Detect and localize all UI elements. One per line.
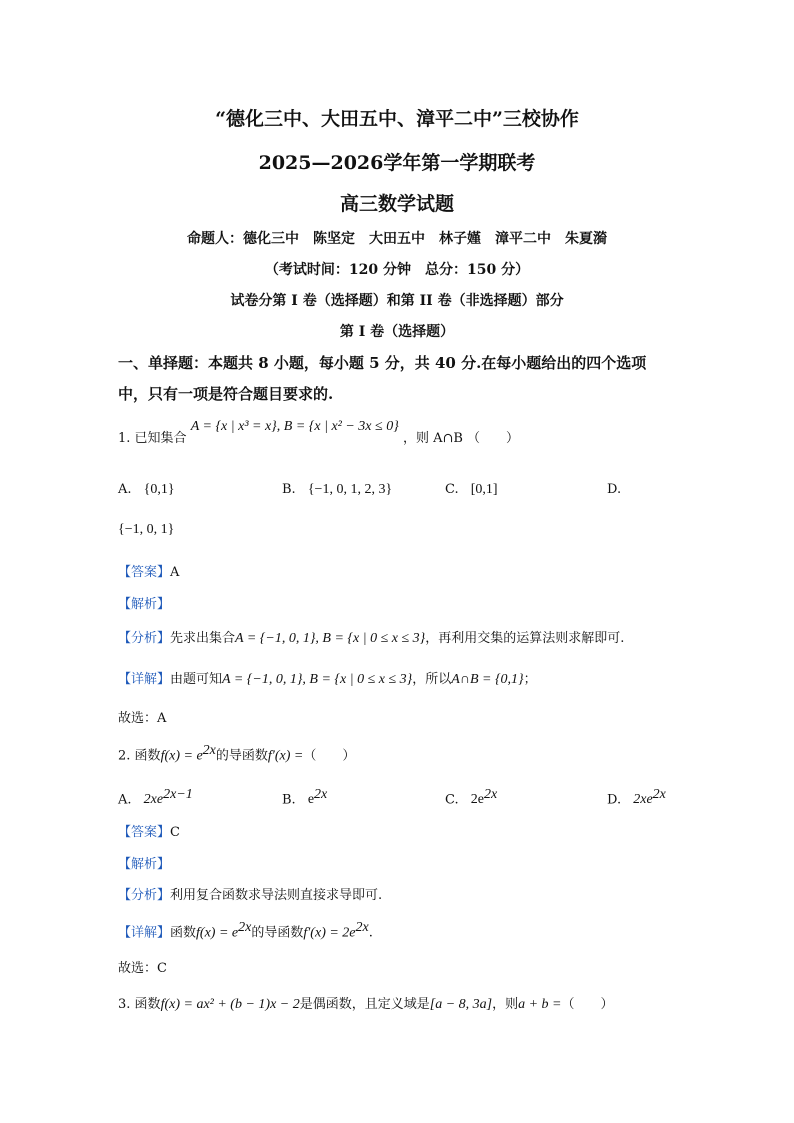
option-value: 2xe bbox=[633, 792, 653, 808]
question-number: 1. bbox=[118, 431, 131, 446]
option-label: B. bbox=[282, 792, 296, 808]
volume-title: 第 I 卷（选择题） bbox=[339, 324, 455, 340]
question-text: 函数 bbox=[134, 748, 161, 764]
detail-text-mid: 的导函数 bbox=[251, 925, 304, 941]
option-label: B. bbox=[282, 482, 296, 497]
detail-tag: 【详解】 bbox=[118, 925, 171, 941]
q2-option-b[interactable] bbox=[282, 787, 327, 808]
detail-math: A = {−1, 0, 1}, B = {x | 0 ≤ x ≤ 3} bbox=[222, 672, 413, 687]
detail-tag: 【详解】 bbox=[118, 672, 171, 687]
option-value: {0,1} bbox=[143, 482, 175, 497]
q1-detail bbox=[118, 668, 537, 688]
section-instructions-line1: 一、单择题：本题共 8 小题，每小题 5 分，共 40 分.在每小题给出的四个选项 bbox=[118, 354, 647, 372]
q1-option-c[interactable] bbox=[445, 482, 498, 498]
question-text-mid: 的导函数 bbox=[215, 748, 268, 764]
question-number: 3. bbox=[118, 997, 131, 1012]
paper-structure-line: 试卷分第 I 卷（选择题）和第 II 卷（非选择题）部分 bbox=[230, 293, 564, 309]
question-text-mid-2: ，则 bbox=[492, 997, 519, 1012]
term-title: 2025—2026学年第一学期联考 bbox=[258, 152, 536, 174]
fenxi-text-tail: ，再利用交集的运算法则求解即可. bbox=[425, 631, 625, 646]
detail-text-mid: ，所以 bbox=[412, 672, 452, 687]
q2-option-a[interactable] bbox=[118, 787, 193, 808]
detail-math-2: A∩B = {0,1} bbox=[451, 672, 524, 687]
function-expr: f(x) = ax² + (b − 1)x − 2 bbox=[160, 997, 300, 1012]
answer-tag: 【答案】 bbox=[118, 825, 171, 840]
school-title: “德化三中、大田五中、漳平二中”三校协作 bbox=[215, 108, 579, 130]
option-value: e bbox=[307, 792, 315, 808]
option-value: {−1, 0, 1, 2, 3} bbox=[307, 482, 393, 497]
fenxi-tag: 【分析】 bbox=[118, 631, 171, 646]
fenxi-text: 利用复合函数求导法则直接求导即可. bbox=[170, 888, 383, 903]
fenxi-text: 先求出集合 bbox=[170, 631, 236, 646]
exam-title: 高三数学试题 bbox=[339, 193, 454, 215]
q1-option-b[interactable] bbox=[282, 482, 392, 498]
exam-time-line: （考试时间：120 分钟 总分：150 分） bbox=[264, 262, 530, 278]
question-text-tail: （ ） bbox=[303, 748, 356, 764]
option-value: [0,1] bbox=[470, 482, 498, 497]
option-label: C. bbox=[445, 792, 459, 808]
answer-value: C bbox=[170, 825, 180, 840]
detail-deriv-exponent: 2x bbox=[355, 920, 369, 935]
question-text-mid: 是偶函数，且定义域是 bbox=[299, 997, 430, 1012]
question-number: 2. bbox=[118, 748, 131, 764]
q1-fenxi bbox=[118, 627, 624, 647]
q2-option-c[interactable] bbox=[445, 787, 497, 808]
q1-analysis-tag: 【解析】 bbox=[118, 597, 171, 612]
question-text-tail: ，则 A∩B （ ） bbox=[402, 431, 520, 446]
detail-func-exponent: 2x bbox=[238, 920, 252, 935]
option-exponent: 2x bbox=[483, 787, 498, 802]
sum-expr: a + b = bbox=[518, 997, 562, 1012]
q2-detail bbox=[118, 920, 373, 941]
option-label: C. bbox=[445, 482, 459, 497]
option-label: D. bbox=[607, 792, 622, 808]
q1-option-a[interactable] bbox=[118, 482, 175, 498]
question-text: 已知集合 bbox=[134, 431, 187, 446]
detail-text: 函数 bbox=[170, 925, 197, 941]
domain-expr: [a − 8, 3a] bbox=[429, 997, 493, 1012]
question-2-stem bbox=[118, 743, 355, 764]
option-label: A. bbox=[118, 792, 132, 808]
option-label: A. bbox=[118, 482, 132, 497]
q2-answer bbox=[118, 821, 180, 840]
fenxi-tag: 【分析】 bbox=[118, 888, 171, 903]
q2-conclusion: 故选：C bbox=[118, 961, 167, 976]
option-exponent: 2x−1 bbox=[163, 787, 193, 802]
derivative-expr: f′(x) = bbox=[267, 748, 304, 764]
option-exponent: 2x bbox=[314, 787, 328, 802]
detail-func: f(x) = e bbox=[196, 925, 239, 941]
q2-option-d[interactable] bbox=[607, 787, 666, 808]
q1-answer bbox=[118, 561, 179, 580]
option-value: 2e bbox=[470, 792, 484, 808]
set-definitions: A = {x | x³ = x}, B = {x | x² − 3x ≤ 0} bbox=[190, 419, 399, 434]
function-exponent: 2x bbox=[202, 743, 216, 758]
q1-option-d-value: {−1, 0, 1} bbox=[118, 522, 175, 537]
q1-option-d[interactable] bbox=[607, 482, 621, 497]
detail-text-tail: . bbox=[368, 925, 373, 941]
q2-analysis-tag: 【解析】 bbox=[118, 857, 171, 872]
authors-line: 命题人：德化三中 陈坚定 大田五中 林子嫤 漳平二中 朱夏漪 bbox=[187, 231, 607, 247]
section-instructions-line2: 中，只有一项是符合题目要求的. bbox=[118, 385, 334, 403]
detail-text-tail: ； bbox=[523, 672, 537, 687]
question-text-tail: （ ） bbox=[561, 997, 614, 1012]
question-1-stem bbox=[118, 419, 520, 447]
option-label: D. bbox=[607, 482, 622, 497]
detail-text: 由题可知 bbox=[170, 672, 223, 687]
answer-tag: 【答案】 bbox=[118, 565, 171, 580]
answer-value: A bbox=[170, 565, 180, 580]
q2-fenxi bbox=[118, 884, 382, 903]
q1-conclusion: 故选：A bbox=[118, 711, 167, 726]
option-exponent: 2x bbox=[652, 787, 666, 802]
detail-deriv: f′(x) = 2e bbox=[303, 925, 356, 941]
fenxi-math: A = {−1, 0, 1}, B = {x | 0 ≤ x ≤ 3} bbox=[235, 631, 426, 646]
question-3-stem bbox=[118, 993, 614, 1013]
option-value: 2xe bbox=[143, 792, 164, 808]
question-text: 函数 bbox=[134, 997, 161, 1012]
function-expr: f(x) = e bbox=[160, 748, 203, 764]
